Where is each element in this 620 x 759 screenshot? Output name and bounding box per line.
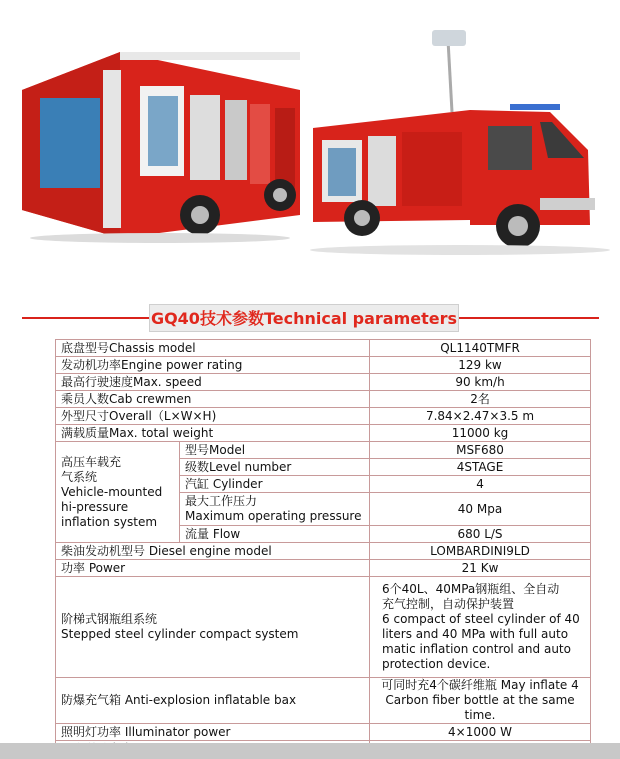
row-value: 4STAGE [370, 459, 591, 476]
row-label-line: 最大工作压力 [185, 494, 258, 508]
row-value: 129 kw [370, 357, 591, 374]
row-label [56, 577, 370, 678]
row-label: 汽缸 Cylinder [180, 476, 370, 493]
row-label-line: 阶梯式钢瓶组系统 [61, 612, 158, 626]
group-label [56, 442, 180, 543]
left-truck-image [22, 52, 300, 243]
right-truck-image [310, 30, 610, 255]
row-label: 发动机功率Engine power rating [56, 357, 370, 374]
row-value: 4×1000 W [370, 724, 591, 741]
table-row [56, 374, 591, 391]
value-line: 可同时充4个碳纤维瓶 May inflate 4 [381, 678, 579, 692]
value-line: 6个40L、40MPa钢瓶组、全自动 [382, 582, 560, 596]
heading-title: GQ40技术参数Technical parameters [149, 304, 459, 332]
row-label: 流量 Flow [180, 526, 370, 543]
row-label: 满载质量Max. total weight [56, 425, 370, 442]
row-value [370, 678, 591, 724]
table-row [56, 425, 591, 442]
truck-photos [0, 0, 620, 295]
row-value: 680 L/S [370, 526, 591, 543]
row-label: 外型尺寸Overall（L×W×H) [56, 408, 370, 425]
group-label-line: 高压车载充 [61, 454, 122, 469]
section-heading [0, 300, 620, 336]
row-label-line: Maximum operating pressure [185, 509, 362, 523]
table-row [56, 357, 591, 374]
row-value: 2名 [370, 391, 591, 408]
value-line: protection device. [382, 657, 491, 671]
table-row [56, 340, 591, 357]
row-label: 最高行驶速度Max. speed [56, 374, 370, 391]
row-value: 7.84×2.47×3.5 m [370, 408, 591, 425]
row-label-line: Stepped steel cylinder compact system [61, 627, 299, 641]
value-line: matic inflation control and auto [382, 642, 571, 656]
group-label-line: 气系统 [61, 469, 98, 484]
table-row [56, 442, 591, 459]
heading-rule-left [22, 317, 149, 319]
row-value: QL1140TMFR [370, 340, 591, 357]
row-label [180, 493, 370, 526]
row-value: LOMBARDINI9LD [370, 543, 591, 560]
table-row [56, 543, 591, 560]
row-label: 乘员人数Cab crewmen [56, 391, 370, 408]
table-row [56, 724, 591, 741]
value-line: Carbon fiber bottle at the same time. [385, 693, 575, 722]
row-value: 21 Kw [370, 560, 591, 577]
row-label: 型号Model [180, 442, 370, 459]
footer-bar [0, 743, 620, 759]
table-row [56, 408, 591, 425]
table-row [56, 560, 591, 577]
row-value: 4 [370, 476, 591, 493]
row-label: 柴油发动机型号 Diesel engine model [56, 543, 370, 560]
group-label-line: Vehicle-mounted [61, 484, 163, 499]
spec-table [55, 339, 591, 758]
table-row [56, 678, 591, 724]
heading-rule-right [459, 317, 599, 319]
row-value: MSF680 [370, 442, 591, 459]
value-line: 充气控制，自动保护装置 [382, 597, 515, 611]
group-label-line: hi-pressure [61, 499, 129, 514]
row-value: 40 Mpa [370, 493, 591, 526]
row-label: 底盘型号Chassis model [56, 340, 370, 357]
value-line: liters and 40 MPa with full auto [382, 627, 569, 641]
row-label: 功率 Power [56, 560, 370, 577]
row-value: 90 km/h [370, 374, 591, 391]
table-row [56, 577, 591, 678]
row-label: 防爆充气箱 Anti-explosion inflatable bax [56, 678, 370, 724]
row-label: 级数Level number [180, 459, 370, 476]
value-line: 6 compact of steel cylinder of 40 [382, 612, 580, 626]
row-label: 照明灯功率 Illuminator power [56, 724, 370, 741]
row-value [370, 577, 591, 678]
table-row [56, 391, 591, 408]
row-value: 11000 kg [370, 425, 591, 442]
group-label-line: inflation system [61, 514, 158, 529]
